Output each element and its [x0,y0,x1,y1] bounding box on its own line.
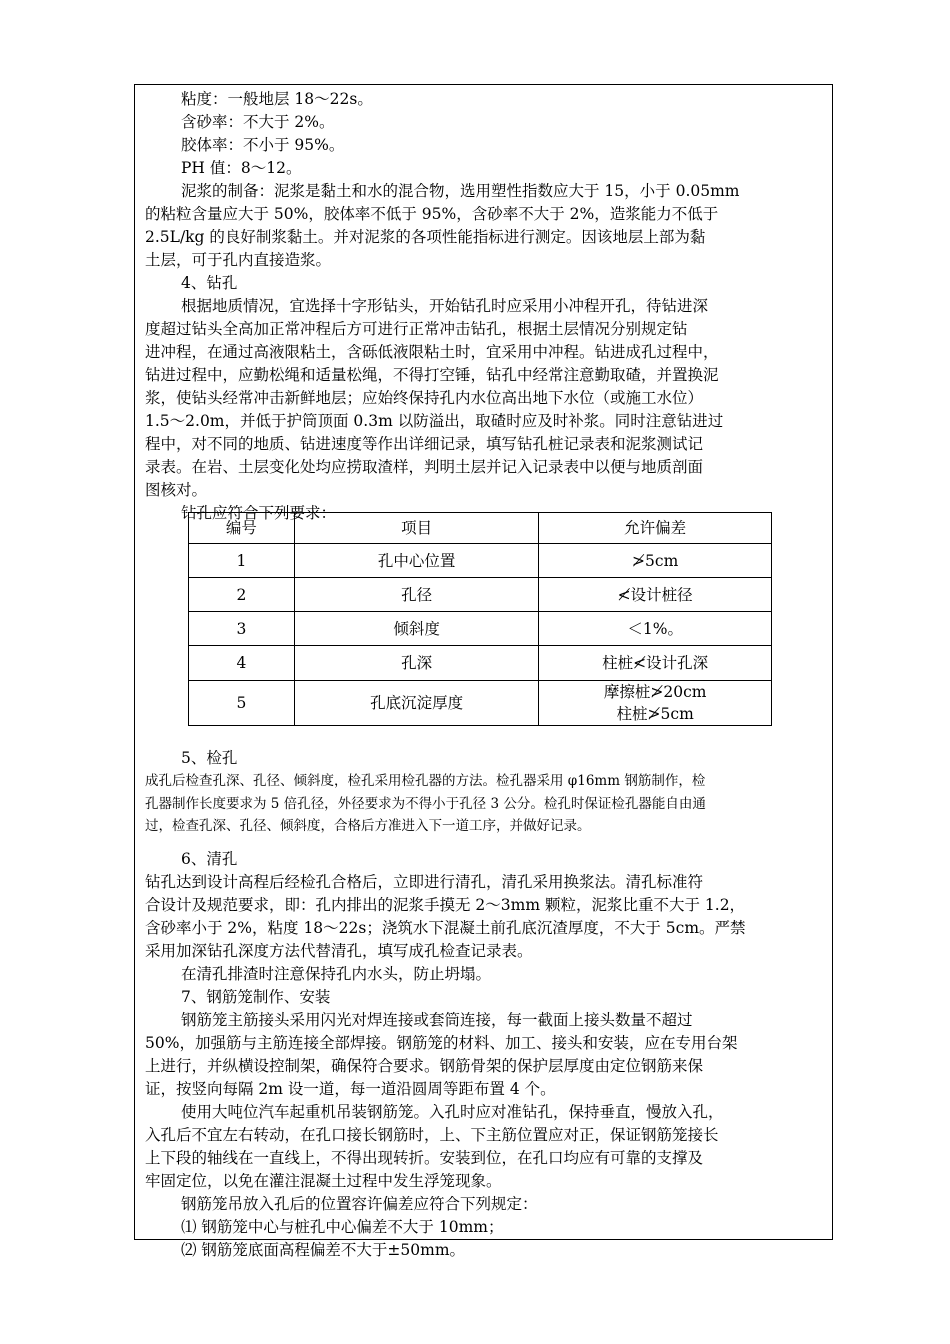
text-line: 成孔后检查孔深、孔径、倾斜度，检孔采用检孔器的方法。检孔器采用 φ16mm 钢筋制作，检 [145,773,706,789]
section-heading-clean: 6、清孔 [181,850,238,868]
text-line: 胶体率：不小于 95%。 [181,136,345,154]
text-line: 粘度：一般地层 18～22s。 [181,90,373,108]
table-cell: 孔中心位置 [294,544,539,578]
text-line: 采用加深钻孔深度方法代替清孔，填写成孔检查记录表。 [145,942,533,960]
header-cell: 项目 [294,513,539,544]
text-line: 使用大吨位汽车起重机吊装钢筋笼。入孔时应对准钻孔，保持垂直，慢放入孔， [181,1103,724,1121]
table-cell-multiline [539,681,772,726]
table-cell: ＜1%。 [539,612,772,646]
text-line: 孔器制作长度要求为 5 倍孔径，外径要求为不得小于孔径 3 公分。检孔时保证检孔器能自由通 [145,795,706,812]
text-line: 含砂率：不大于 2%。 [181,113,335,131]
text-line: 含砂率小于 2%，粘度 18～22s；浇筑水下混凝土前孔底沉渣厚度，不大于 5cm。严禁 [145,919,746,937]
table-cell: 1 [189,544,295,578]
list-item: ⑴ 钢筋笼中心与桩孔中心偏差不大于 10mm； [181,1218,504,1236]
text-line: 合设计及规范要求，即：孔内排出的泥浆手摸无 2～3mm 颗粒，泥浆比重不大于 1.2， [145,896,746,914]
tolerance-line: 柱桩≯5cm [616,705,694,723]
table-cell: ≮设计桩径 [539,578,772,612]
text-line: 上下段的轴线在一直线上，不得出现转折。安装到位，在孔口均应有可靠的支撑及 [145,1149,704,1167]
text-line: 2.5L/kg 的良好制浆黏土。并对泥浆的各项性能指标进行测定。因该地层上部为黏 [145,228,706,246]
table-row [189,612,772,646]
text-line: 钢筋笼吊放入孔后的位置容许偏差应符合下列规定： [181,1195,538,1213]
text-line: 录表。在岩、土层变化处均应捞取渣样，判明土层并记入记录表中以便与地质剖面 [145,458,704,476]
header-cell: 允许偏差 [539,513,772,544]
list-item: ⑵ 钢筋笼底面高程偏差不大于±50mm。 [181,1241,466,1259]
table-row [189,544,772,578]
text-line: 1.5～2.0m，并低于护筒顶面 0.3m 以防溢出，取碴时应及时补浆。同时注意钻进过 [145,412,724,430]
text-line: 泥浆的制备：泥浆是黏土和水的混合物，选用塑性指数应大于 15，小于 0.05mm [181,182,740,200]
table-row [189,646,772,681]
text-line: 度超过钻头全高加正常冲程后方可进行正常冲击钻孔，根据土层情况分别规定钻 [145,320,688,338]
text-line: 钢筋笼主筋接头采用闪光对焊连接或套筒连接，每一截面上接头数量不超过 [181,1011,693,1029]
text-line: 在清孔排渣时注意保持孔内水头，防止坍塌。 [181,965,492,983]
table-cell: 孔底沉淀厚度 [294,681,539,726]
tolerance-line: 摩擦桩≯20cm [603,683,707,701]
text-line: 50%，加强筋与主筋连接全部焊接。钢筋笼的材料、加工、接头和安装，应在专用台架 [145,1034,738,1052]
header-cell: 编号 [189,513,295,544]
table-cell: 4 [189,646,295,681]
table-cell: 3 [189,612,295,646]
table-header-row [189,513,772,544]
text-line: 图核对。 [145,481,208,499]
section-heading-inspect: 5、检孔 [181,749,238,767]
section-heading-drill: 4、钻孔 [181,274,238,292]
text-line: 证，按竖向每隔 2m 设一道，每一道沿圆周等距布置 4 个。 [145,1080,556,1098]
text-line: 钻孔达到设计高程后经检孔合格后，立即进行清孔，清孔采用换浆法。清孔标准符 [145,873,704,891]
drilling-tolerance-table [188,512,772,726]
text-line: 的粘粒含量应大于 50%，胶体率不低于 95%，含砂率不大于 2%，造浆能力不低于 [145,205,719,223]
text-line: 过，检查孔深、孔径、倾斜度，合格后方准进入下一道工序，并做好记录。 [145,818,591,834]
text-line: 钻进过程中，应勤松绳和适量松绳，不得打空锤，钻孔中经常注意勤取碴，并置换泥 [145,366,719,384]
drill-requirements-label: 钻孔应符合下列要求： [181,504,337,522]
table-cell: 孔径 [294,578,539,612]
text-line: 土层，可于孔内直接造浆。 [145,251,332,269]
text-line: 浆，使钻头经常冲击新鲜地层；应始终保持孔内水位高出地下水位（或施工水位） [145,389,704,407]
text-line: 程中，对不同的地质、钻进速度等作出详细记录，填写钻孔桩记录表和泥浆测试记 [145,435,704,453]
text-line: 根据地质情况，宜选择十字形钻头，开始钻孔时应采用小冲程开孔，待钻进深 [181,297,709,315]
table-row [189,578,772,612]
text-line: 入孔后不宜左右转动，在孔口接长钢筋时，上、下主筋位置应对正，保证钢筋笼接长 [145,1126,719,1144]
section-heading-cage: 7、钢筋笼制作、安装 [181,988,331,1006]
document-body [145,88,825,525]
table-cell: 孔深 [294,646,539,681]
text-line: PH 值：8～12。 [181,159,302,177]
document-body-lower [145,747,825,838]
table-cell: 柱桩≮设计孔深 [539,646,772,681]
table-cell: 倾斜度 [294,612,539,646]
text-line: 上进行，并纵横设控制架，确保符合要求。钢筋骨架的保护层厚度由定位钢筋来保 [145,1057,704,1075]
text-line: 牢固定位，以免在灌注混凝土过程中发生浮笼现象。 [145,1172,502,1190]
table-cell: 2 [189,578,295,612]
text-line: 进冲程，在通过高液限粘土，含砾低液限粘土时，宜采用中冲程。钻进成孔过程中， [145,343,719,361]
table-cell: ≯5cm [539,544,772,578]
table-row [189,681,772,726]
document-body-clean [145,848,825,1262]
table-cell: 5 [189,681,295,726]
